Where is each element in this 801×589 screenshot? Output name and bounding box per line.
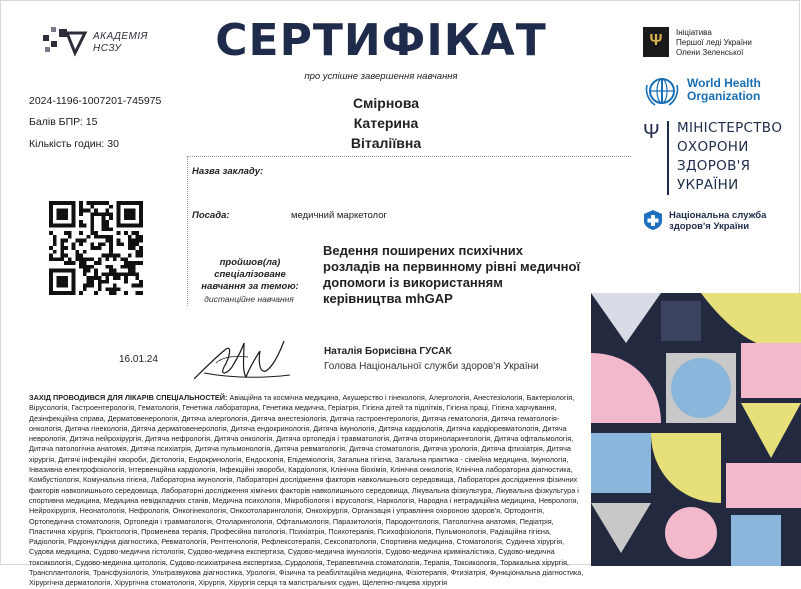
position-label: Посада: <box>192 210 230 221</box>
signer-name: Наталія Борисівна ГУСАК <box>324 346 452 357</box>
qr-code[interactable] <box>49 201 143 295</box>
specialties-heading: ЗАХІД ПРОВОДИВСЯ ДЛЯ ЛІКАРІВ СПЕЦІАЛЬНОСТЕЙ: <box>29 393 228 402</box>
cme-points: Балів БПР: 15 <box>29 116 98 128</box>
decorative-geometric-art <box>591 293 801 566</box>
academy-emblem-icon <box>41 23 89 59</box>
academy-name-line2: НСЗУ <box>93 43 122 54</box>
initiative-line1: Ініціатива <box>676 28 712 37</box>
signature-image <box>186 327 296 389</box>
academy-logo <box>41 23 161 63</box>
certificate-id: 2024-1196-1007201-745975 <box>29 95 162 107</box>
recipient-surname: Смірнова <box>352 95 420 111</box>
nszu-line1: Національна служба <box>669 210 767 221</box>
ministry-of-health-logo <box>641 119 791 199</box>
nszu-text <box>669 210 766 232</box>
moh-line4: УКРАЇНИ <box>677 177 739 193</box>
who-line2: Organization <box>687 89 761 103</box>
initiative-text <box>676 28 752 58</box>
course-hours: Кількість годин: 30 <box>29 138 119 150</box>
who-line1: World Health <box>687 76 761 90</box>
initiative-line3: Олени Зеленської <box>676 48 744 57</box>
nszu-logo <box>641 207 791 237</box>
trident-seal-icon: Ψ <box>643 27 669 57</box>
course-title-line1: Ведення поширених психічних <box>323 243 524 258</box>
course-label-line1: пройшов(ла) <box>219 257 281 268</box>
trident-icon: Ψ <box>643 121 660 143</box>
institution-label: Назва закладу: <box>192 166 264 177</box>
who-text <box>687 77 761 103</box>
course-title <box>323 243 603 307</box>
nszu-line2: здоров'я України <box>669 221 750 232</box>
position-value: медичний маркетолог <box>291 210 387 221</box>
moh-line2: ОХОРОНИ <box>677 139 749 155</box>
course-label <box>195 257 305 293</box>
recipient-name <box>301 93 471 153</box>
initiative-line2: Першої леді України <box>676 38 752 47</box>
recipient-patronymic: Віталіївна <box>350 135 422 151</box>
recipient-first-name: Катерина <box>353 115 419 131</box>
course-title-line4: керівництва mhGAP <box>323 291 453 306</box>
specialties-block <box>29 393 589 588</box>
signer-role: Голова Національної служби здоров'я України <box>324 361 539 372</box>
course-label-line3: навчання за темою: <box>201 281 299 292</box>
moh-divider <box>667 121 669 195</box>
moh-line3: ЗДОРОВ'Я <box>677 158 751 174</box>
certificate-title: СЕРТИФІКАТ <box>215 15 547 66</box>
moh-text <box>677 119 782 195</box>
course-mode: дистанційне навчання <box>204 294 294 304</box>
academy-name-line1: АКАДЕМІЯ <box>93 31 148 42</box>
course-title-line2: розладів на первинному рівні медичної <box>323 259 581 274</box>
signature-date: 16.01.24 <box>119 354 158 365</box>
course-title-line3: допомоги із використанням <box>323 275 503 290</box>
moh-line1: МІНІСТЕРСТВО <box>677 120 783 136</box>
course-label-line2: спеціалізоване <box>214 269 286 280</box>
nszu-shield-icon <box>643 209 663 231</box>
who-globe-icon <box>643 75 681 107</box>
certificate-subtitle: про успішне завершення навчання <box>304 71 458 82</box>
first-lady-initiative-logo <box>641 27 791 61</box>
specialties-list: Авіаційна та космічна медицина, Акушерство і гінекологія, Алергологія, Анестезіологія, Бактеріологія, Вірусологія, Гастроентерологія, Гематологія, Генетика лабораторна, Генетика медична, Геріатрія, Гігієна дітей та підлітків, Гігієна праці, Гігієна харчування, Дезінфекційна справа, Дерматовенерологія, Дитяча алергологія, Дитяча анестезіологія, Дитяча гастроентерологія, Дитяча гематологія, Дитяча гематологія-онкологія, Дитяча гінекологія, Дитяча дерматовенерологія, Дитяча ендокринологія, Дитяча імунологія, Дитяча кардіологія, Дитяча кардіоревматологія, Дитяча неврологія, Дитяча нейрохірургія, Дитяча нефрологія, Дитяча онкологія, Дитяча ортопедія і травматологія, Дитяча оториноларингологія, Дитяча офтальмологія, Дитяча патологічна анатомія, Дитяча психіатрія, Дитяча пульмонологія, Дитяча ревматологія, Дитяча стоматологія, Дитяча урологія, Дитяча фтизіатрія, Дитяча хірургія, Дитячі інфекційні хвороби, Дієтологія, Ендокринологія, Ендоскопія, Епідеміологія, Загальна гігієна, Загальна практика - сімейна медицина, Імунологія, Інвазивна електрофізіологія, Інтервенційна кардіологія, Інфекційні хвороби, Кардіологія, Клінічна біохімія, Клінічна онкологія, Клінічна лабораторна діагностика, Комбустіологія, Комунальна гігієна, Лабораторна імунологія, Лабораторні дослідження факторів навколишнього середовища, Лабораторні дослідження фізичних факторів навколишнього середовища, Лабораторні дослідження хімічних факторів навколишнього середовища, Лікувальна фізкультура, Лікувальна фізкультура і спортивна медицина, Медицина невідкладних станів, Медична психологія, Мікробіологія і вірусологія, Наркологія, Народна і нетрадиційна медицина, Неврологія, Нейрохірургія, Неонатологія, Нефрологія, Онкогінекологія, Онкоотоларингологія, Онкохірургія, Організація і управління охороною здоров'я, Ортодонтія, Ортопедична стоматологія, Ортопедія і травматологія, Отоларингологія, Офтальмологія, Паразитологія, Пародонтологія, Патологічна анатомія, Педіатрія, Пластична хірургія, Проктологія, Променева терапія, Професійна патологія, Психіатрія, Психотерапія, Психофізіологія, Пульмонологія, Радіаційна гігієна, Радіологія, Радіонуклідна діагностика, Ревматологія, Рентгенологія, Рефлексотерапія, Сексопатологія, Спортивна медицина, Стоматологія, Судинна хірургія, Судова медицина, Судово-медична гістологія, Судово-медична експертиза, Судово-медична імунологія, Судово-медична криміналістика, Судово-медична токсикологія, Судово-медична цитологія, Судово-психіатрична експертиза, Сурдологія, Терапевтична стоматологія, Терапія, Токсикологія, Торакальна хірургія, Трансплантологія, Трансфузіологія, Ультразвукова діагностика, Урологія, Фізична та реабілітаційна медицина, Фізіотерапія, Фтизіатрія, Функціональна діагностика, Хірургічна дерматологія, Хірургічна стоматологія, Хірургія, Хірургія серця та магістральних судин, Щелепно-лицева хірургія <box>29 393 584 588</box>
academy-name <box>93 31 148 55</box>
who-logo <box>641 73 791 109</box>
